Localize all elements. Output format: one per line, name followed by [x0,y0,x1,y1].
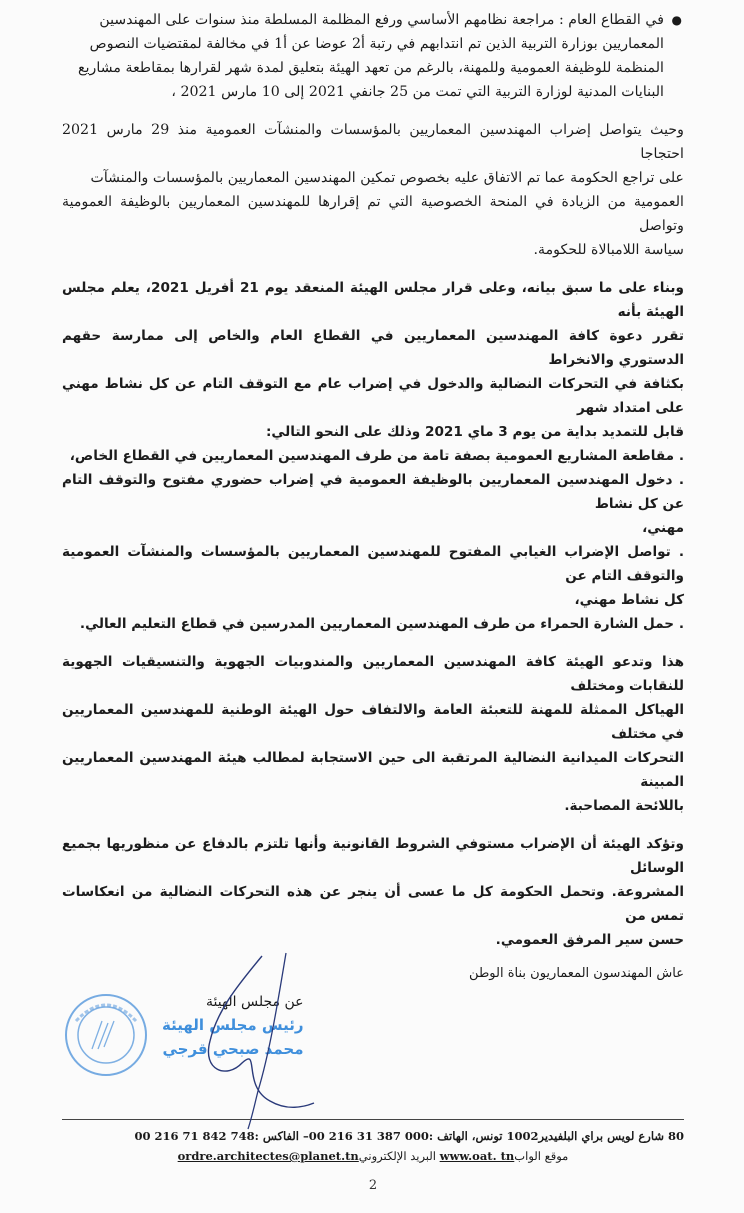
decision-item: . تواصل الإضراب الغيابي المفتوح للمهندسين المعماريين بالمؤسسات والمنشآت العمومية والتوقف التام عن [62,544,684,584]
decision-item: مهني، [642,520,684,536]
text-line: تقرر دعوة كافة المهندسين المعماريين في القطاع العام والخاص إلى ممارسة حقهم الدستوري والانخراط [62,328,684,368]
text-line: وبناء على ما سبق بيانه، وعلى قرار مجلس الهيئة المنعقد يوم 21 أفريل 2021، يعلم مجلس الهيئة بأنه [62,280,684,320]
bullet-item-public-sector [62,8,682,104]
text-line: التحركات الميدانية النضالية المرتقبة الى حين الاستجابة لمطالب هيئة المهندسين المعماريين المبينة [62,750,684,790]
text-line: المشروعة. وتحمل الحكومة كل ما عسى أن ينجر عن هذه التحركات النضالية من انعكاسات تمس من [62,884,684,924]
bullet-dot-icon: ● [671,13,682,27]
bullet-list [62,8,684,104]
paragraph-decision [62,276,684,636]
signature-texts [162,991,303,1061]
text-line: وتؤكد الهيئة أن الإضراب مستوفي الشروط القانونية وأنها تلتزم بالدفاع عن منظوريها بجميع الوسائل [62,836,684,876]
decision-item: . دخول المهندسين المعماريين بالوظيفة العمومية في إضراب حضوري مفتوح والتوقف التام عن كل نشاط [62,472,684,512]
stamp-name: محمد صبحي قرجي [162,1040,304,1058]
text-line: وحيث يتواصل إضراب المهندسين المعماريين بالمؤسسات والمنشآت العمومية منذ 29 مارس 2021 احتجاجا [62,122,684,162]
decision-item: . مقاطعة المشاريع العمومية بصفة تامة من طرف المهندسين المعماريين في القطاع الخاص، [69,448,684,464]
text-line: المنظمة للوظيفة العمومية وللمهنة، بالرغم من تعهد الهيئة بتعليق لمدة شهر لقرارها بمقاطعة مشاريع [78,60,664,76]
text-line: باللائحة المصاحبة. [564,798,684,814]
footer-address: 80 شارع لويس براي البلفيدير1002 تونس، الهاتف :000 387 31 216 00– الفاكس :748 842 71 216 00 [134,1129,684,1143]
text-line: حسن سير المرفق العمومي. [495,932,684,948]
email-link[interactable]: ordre.architectes@planet.tn [177,1149,359,1163]
on-behalf-label: عن مجلس الهيئة [205,994,304,1010]
text-line: هذا وتدعو الهيئة كافة المهندسين المعماريين والمندوبيات الجهوية والتنسيقيات الجهوية للنقابات ومختلف [62,654,684,694]
decision-item: . حمل الشارة الحمراء من طرف المهندسين المعماريين المدرسين في قطاع التعليم العالي. [79,616,684,632]
text-line: الهياكل الممثلة للمهنة للتعبئة العامة والالتفاف حول الهيئة الوطنية للمهندسين المعماريين في مختلف [62,702,684,742]
signature-area [62,991,684,1111]
footer-divider [62,1119,684,1120]
paragraph-strike [62,118,684,262]
seal-stamp-icon [62,991,150,1079]
paragraph-confirm [62,832,684,952]
website-link[interactable]: www.oat. tn [439,1149,515,1163]
footer-contact [62,1146,684,1166]
text-line: على تراجع الحكومة عما تم الاتفاق عليه بخصوص تمكين المهندسين المعماريين بالمؤسسات والمنشآت [90,170,684,186]
text-line: بكثافة في التحركات النضالية والدخول في إضراب عام مع التوقف التام عن كل نشاط مهني على امتداد شهر [62,376,684,416]
email-label: البريد الإلكتروني [358,1149,436,1163]
page-number: 2 [368,1178,378,1193]
closing-slogan: عاش المهندسون المعماريون بناة الوطن [469,966,684,981]
decision-items [62,444,684,636]
paragraph-call [62,650,684,818]
text-line: البنايات المدنية لوزارة التربية التي تمت من 25 جانفي 2021 إلى 10 مارس 2021 ، [171,84,664,100]
stamp-title: رئيس مجلس الهيئة [162,1016,304,1034]
website-label: موقع الواب [514,1149,569,1163]
decision-item: كل نشاط مهني، [574,592,684,608]
text-line: سياسة اللامبالاة للحكومة. [533,242,684,258]
text-line: العمومية من الزيادة في المنحة الخصوصية التي تم إقرارها للمهندسين المعماريين بالوظيفة العمومية وتواصل [62,194,684,234]
text-line: في القطاع العام : مراجعة نظامهم الأساسي ورفع المظلمة المسلطة منذ سنوات على المهندسين [99,12,664,28]
text-line: المعماريين بوزارة التربية الذين تم انتدابهم في رتبة أ2 عوضا عن أ1 في مخالفة لمقتضيات النصوص [89,36,664,52]
text-line: قابل للتمديد بداية من يوم 3 ماي 2021 وذلك على النحو التالي: [265,424,684,440]
